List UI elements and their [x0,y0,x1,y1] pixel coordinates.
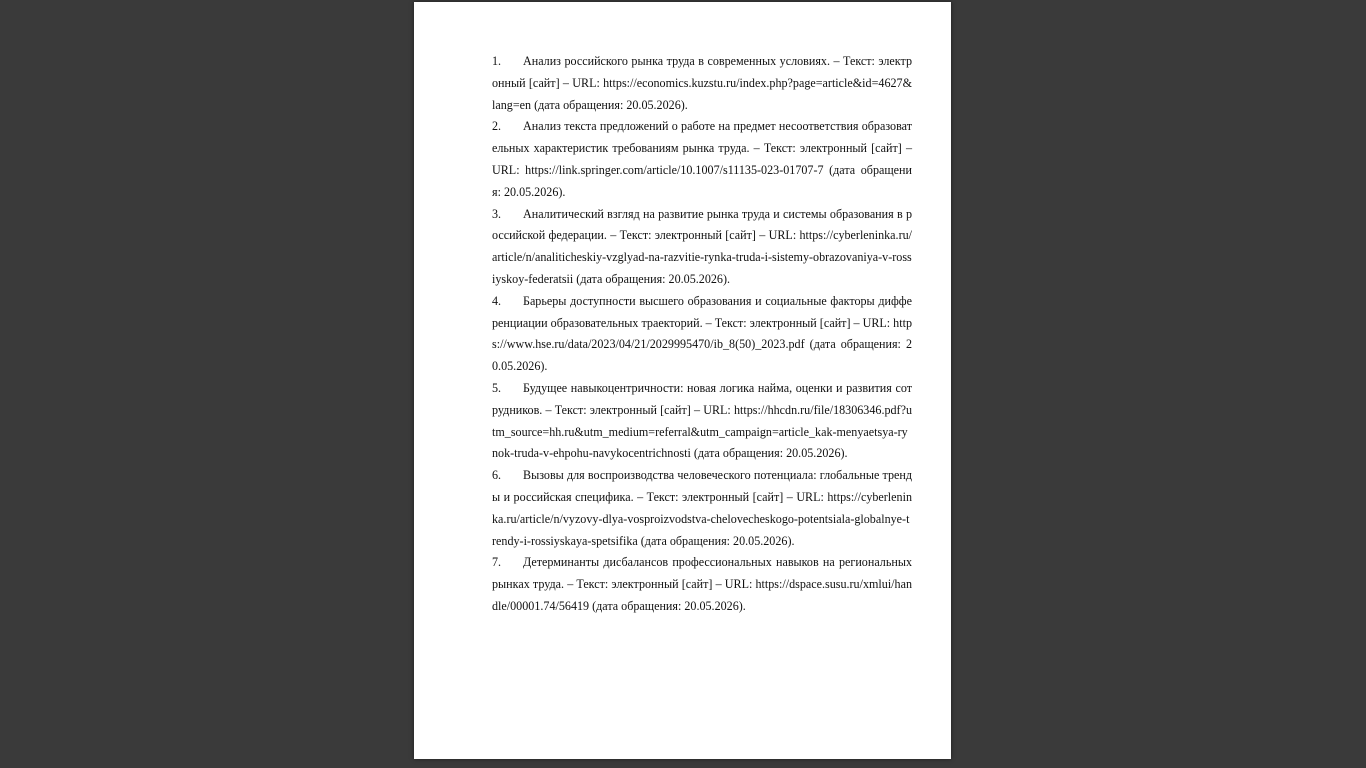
reference-text: Анализ российского рынка труда в современных условиях. – Текст: электронный [сайт] – URL: https://economics.kuzstu.ru/index.php?page=article&id=4627&lang=en (дата обращения: 20.05.2026). [492,54,912,112]
reference-text: Барьеры доступности высшего образования и социальные факторы дифференциации образовательных траекторий. – Текст: электронный [сайт] – URL: https://www.hse.ru/data/2023/04/21/2029995470/ib_8(50)_2023.pdf (дата обращения: 20.05.2026). [492,293,912,374]
reference-number: 2. [492,119,502,134]
reference-item [492,552,912,617]
reference-item [492,291,912,378]
reference-text: Анализ текста предложений о работе на предмет несоответствия образовательных характеристик требованиям рынка труда. – Текст: электронный [сайт] – URL: https://link.springer.com/article/10.1007/s11135-023-01707-7 (дата обращения: 20.05.2026). [492,119,912,199]
reference-text: Детерминанты дисбалансов профессиональных навыков на региональных рынках труда. – Текст: электронный [сайт] – URL: https://dspace.susu.ru/xmlui/handle/00001.74/56419 (дата обращения: 20.05.2026). [492,555,912,613]
reference-item [492,378,912,465]
reference-item [492,51,912,116]
reference-item [492,204,912,291]
document-page [414,2,951,759]
reference-number: 7. [492,555,502,570]
reference-text: Вызовы для воспроизводства человеческого потенциала: глобальные тренды и российская специфика. – Текст: электронный [сайт] – URL: https://cyberleninka.ru/article/n/vyzovy-dlya-vosproizvodstva-chelovecheskogo-potentsiala-globalnye-trendy-i-rossiyskaya-spetsifika (дата обращения: 20.05.2026). [492,468,912,548]
reference-number: 4. [492,293,502,308]
reference-number: 1. [492,54,502,68]
reference-number: 6. [492,468,502,483]
reference-item [492,116,912,203]
reference-list [492,51,912,618]
reference-number: 3. [492,206,502,221]
reference-text: Аналитический взгляд на развитие рынка труда и системы образования в российской федерации. – Текст: электронный [сайт] – URL: https://cyberleninka.ru/article/n/analiticheskiy-vzglyad-na-razvitie-rynka-truda-i-sistemy-obrazovaniya-v-rossiyskoy-federatsii (дата обращения: 20.05.2026). [492,206,912,286]
reference-item [492,465,912,552]
reference-text: Будущее навыкоцентричности: новая логика найма, оценки и развития сотрудников. – Текст: электронный [сайт] – URL: https://hhcdn.ru/file/18306346.pdf?utm_source=hh.ru&utm_medium=referral&utm_campaign=article_kak-menyaetsya-rynok-truda-v-ehpohu-navykocentrichnosti (дата обращения: 20.05.2026). [492,380,912,461]
reference-number: 5. [492,380,502,395]
